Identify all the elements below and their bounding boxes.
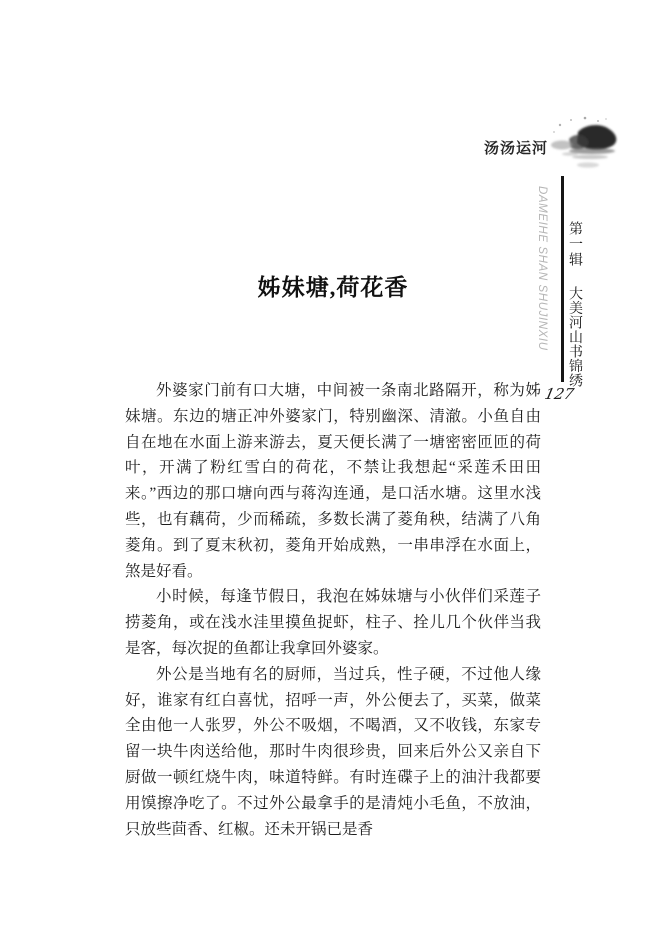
article-body xyxy=(125,378,541,842)
paragraph-3: 外公是当地有名的厨师，当过兵，性子硬，不过他人缘好，谁家有红白喜忧，招呼一声，外公便去了，买菜，做菜全由他一人张罗，外公不吸烟，不喝酒，又不收钱，东家专留一块牛肉送给他，那时牛肉很珍贵，回来后外公又亲自下厨做一顿红烧牛肉，味道特鲜。有时连碟子上的油汁我都要用馍擦净吃了。不过外公最拿手的是清炖小毛鱼，不放油，只放些茴香、红椒。还未开锅已是香 xyxy=(125,665,541,838)
sidebar-vertical-rule xyxy=(561,176,564,382)
sidebar-collection-title: 大美河山书锦绣 xyxy=(567,285,582,387)
paragraph-1: 外婆家门前有口大塘，中间被一条南北路隔开，称为姊妹塘。东边的塘正冲外婆家门，特别幽深、清澈。小鱼自由自在地在水面上游来游去，夏天便长满了一塘密密匝匝的荷叶，开满了粉红雪白的荷花，不禁让我想起“采莲禾田田来。”西边的那口塘向西与蒋沟连通，是口活水塘。这里水浅些，也有藕荷，少而稀疏，多数长满了菱角秧，结满了八角菱角。到了夏末秋初，菱角开始成熟，一串串浮在水面上，煞是好看。 xyxy=(125,382,541,580)
running-head-series-title: 汤汤运河 xyxy=(484,140,549,157)
page-number: 127 xyxy=(543,385,576,403)
sidebar-romanized-series: DAMEIHE SHAN SHUJINXIU xyxy=(536,186,548,351)
sidebar-volume-label: 第一辑 xyxy=(567,221,582,268)
article-title: 姊妹塘,荷花香 xyxy=(257,275,409,300)
sidebar-series-info xyxy=(566,221,582,387)
paragraph-2: 小时候，每逢节假日，我泡在姊妹塘与小伙伴们采莲子捞菱角，或在浅水洼里摸鱼捉虾，柱子、拴儿几个伙伴当我是客，每次捉的鱼都让我拿回外婆家。 xyxy=(125,588,541,657)
ink-wash-landscape-icon xyxy=(540,116,625,178)
